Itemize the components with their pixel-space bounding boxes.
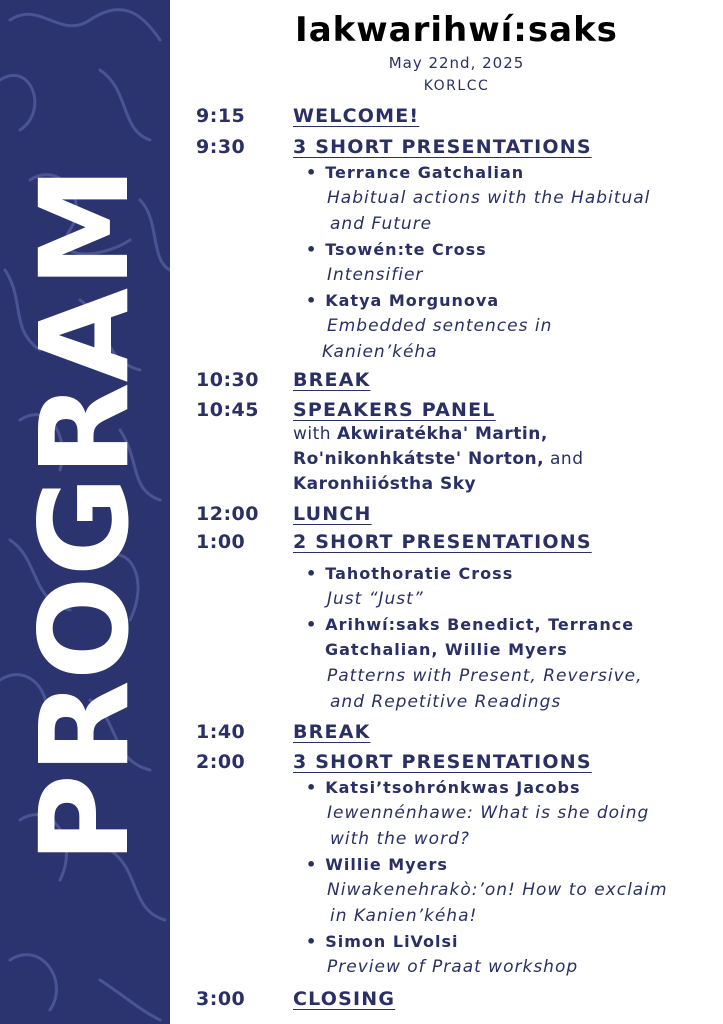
session-title: WELCOME! <box>293 105 420 127</box>
presenter-name: Arihwí:saks Benedict, Terrance <box>325 615 635 634</box>
time-slot: 1:00 <box>196 531 246 553</box>
time-slot: 1:40 <box>196 721 246 743</box>
session-title: 3 SHORT PRESENTATIONS <box>293 751 592 773</box>
presentation-topic: and Future <box>330 214 433 234</box>
presenter-name: Willie Myers <box>325 855 448 874</box>
presenter-item: • Tahothoratie Cross <box>306 564 514 583</box>
panelist-name: Ro'nikonhkátste' Norton, <box>293 449 545 469</box>
presenter-item: • Katya Morgunova <box>306 291 500 310</box>
presenter-name: Katsi’tsohrónkwas Jacobs <box>325 778 581 797</box>
session-title: 3 SHORT PRESENTATIONS <box>293 136 592 158</box>
presentation-topic: Intensifier <box>327 265 424 285</box>
program-vertical-heading: PROGRAM <box>14 166 156 864</box>
presenter-item: • Katsi’tsohrónkwas Jacobs <box>306 778 581 797</box>
session-title: 2 SHORT PRESENTATIONS <box>293 531 592 553</box>
sidebar-panel <box>0 0 170 1024</box>
presenter-item: • Simon LiVolsi <box>306 932 459 951</box>
presentation-topic: Embedded sentences in <box>327 316 553 336</box>
time-slot: 3:00 <box>196 988 246 1010</box>
time-slot: 9:30 <box>196 136 246 158</box>
session-title: BREAK <box>293 721 371 743</box>
presenter-item: • Willie Myers <box>306 855 448 874</box>
presentation-topic: Just “Just” <box>327 589 424 609</box>
presenter-name: Katya Morgunova <box>325 291 500 310</box>
time-slot: 10:45 <box>196 399 259 421</box>
presenter-item: • Terrance Gatchalian <box>306 163 525 182</box>
presentation-topic: Niwakenehrakò:’on! How to exclaim <box>327 880 668 900</box>
time-slot: 10:30 <box>196 369 259 391</box>
presenter-item: • Arihwí:saks Benedict, Terrance <box>306 615 635 634</box>
panelist-name: Akwiratékha' Martin, <box>336 424 548 444</box>
presenter-item: • Tsowén:te Cross <box>306 240 487 259</box>
event-venue: KORLCC <box>423 78 490 94</box>
session-title: CLOSING <box>293 988 396 1010</box>
presentation-topic: in Kanien’kéha! <box>330 906 478 926</box>
session-title: LUNCH <box>293 503 372 525</box>
presenter-name: Tsowén:te Cross <box>325 240 487 259</box>
presentation-topic: Kanien’kéha <box>322 342 438 362</box>
panelist-name: Karonhiióstha Sky <box>293 474 477 494</box>
panel-speakers-line-1: with Akwiratékha' Martin, <box>293 424 548 444</box>
presentation-topic: Preview of Praat workshop <box>327 957 579 977</box>
panel-speakers-line-3 <box>293 474 476 494</box>
time-slot: 9:15 <box>196 105 246 127</box>
presenter-name: Terrance Gatchalian <box>325 163 525 182</box>
presenter-name: Simon LiVolsi <box>325 932 459 951</box>
presentation-topic: with the word? <box>330 829 470 849</box>
session-title: SPEAKERS PANEL <box>293 399 496 421</box>
event-date: May 22nd, 2025 <box>388 54 525 72</box>
time-slot: 2:00 <box>196 751 246 773</box>
presentation-topic: Iewennénhawe: What is she doing <box>327 803 650 823</box>
presentation-topic: Habitual actions with the Habitual <box>327 188 651 208</box>
presentation-topic: Patterns with Present, Reversive, <box>327 666 643 686</box>
event-title: Iakwarihwí:saks <box>295 10 618 50</box>
session-title: BREAK <box>293 369 371 391</box>
panel-speakers-line-2: Ro'nikonhkátste' Norton, and <box>293 449 584 469</box>
presenter-name: Tahothoratie Cross <box>325 564 514 583</box>
presenter-name-continued: Gatchalian, Willie Myers <box>325 640 568 659</box>
time-slot: 12:00 <box>196 503 259 525</box>
presentation-topic: and Repetitive Readings <box>330 692 562 712</box>
